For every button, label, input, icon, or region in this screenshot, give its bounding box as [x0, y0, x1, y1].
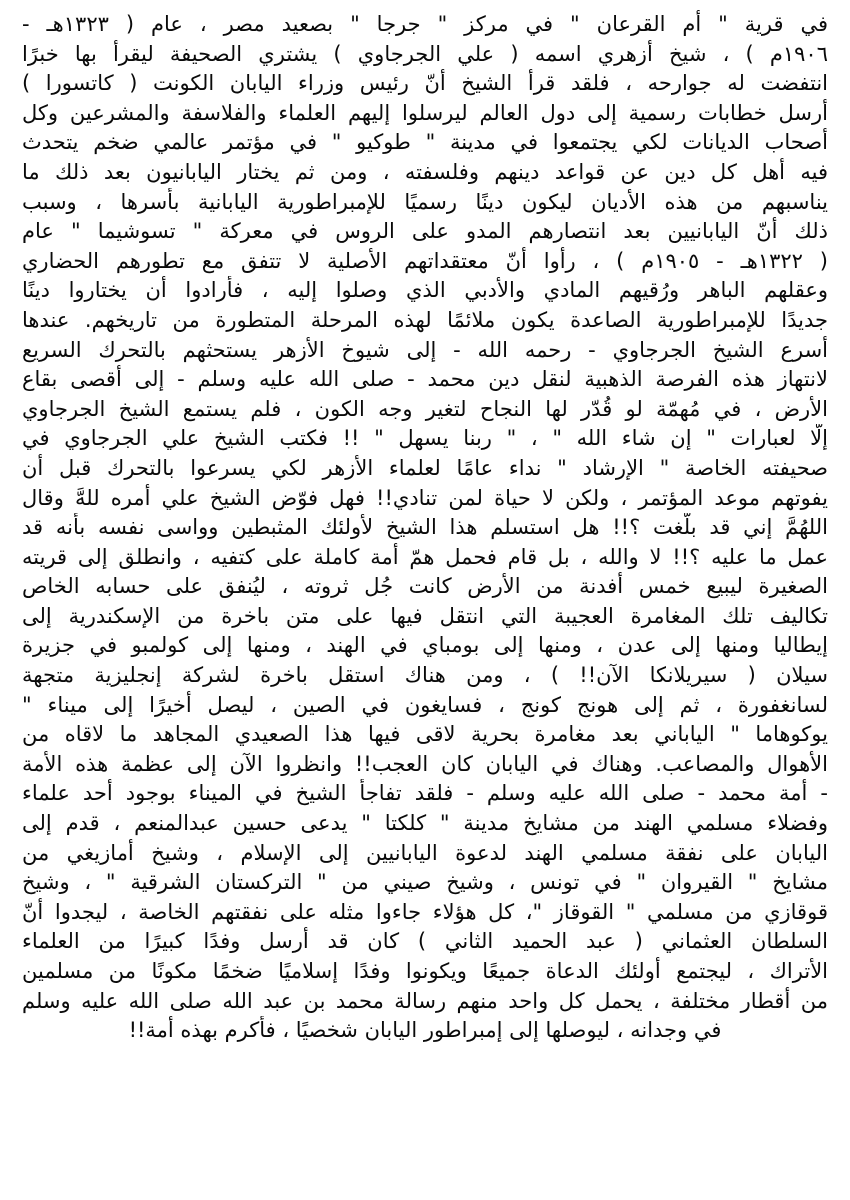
text-line: مشايخ " القيروان " في تونس ، وشيخ صيني من " التركستان الشرقية " ، وشيخ: [22, 870, 828, 895]
text-line: الصغيرة ليبيع خمس أفدنة من الأرض كانت جُل ثروته ، ليُنفق على حسابه الخاص: [22, 574, 828, 599]
article-body: [22, 10, 828, 1046]
text-line: الأتراك ، ليجتمع أولئك الدعاة جميعًا ويكونوا وفدًا إسلاميًا ضخمًا مكونًا من مسلمين: [22, 959, 828, 983]
text-line: تكاليف تلك المغامرة العجيبة التي انتقل فيها على متن باخرة من الإسكندرية إلى: [22, 603, 828, 628]
text-line: - أمة محمد - صلى الله عليه وسلم - فلقد تفاجأ الشيخ في الميناء بوجود أحد علماء: [22, 781, 828, 806]
text-line: الأرض ، في مُهمّة لو قُدّر لها النجاح لتغير وجه الكون ، فلم يستمع الشيخ الجرجاوي: [22, 396, 828, 421]
text-line: جديدًا للإمبراطورية الصاعدة يكون ملائمًا لهذه المرحلة المتطورة من تاريخهم. عندها: [22, 307, 828, 332]
text-line: عمل ما عليه ؟!! لا والله ، بل قام فحمل همّ أمة كاملة على كتفيه ، وانطلق إلى قريته: [22, 544, 828, 569]
text-line: في قرية " أم القرعان " في مركز " جرجا " بصعيد مصر ، عام ( ١٣٢٣هـ -: [22, 12, 828, 36]
text-line: اليابان على نفقة مسلمي الهند لدعوة اليابانيين إلى الإسلام ، وشيخ أمازيغي من: [22, 840, 828, 865]
text-line: وعقلهم الباهر ورُقيهم المادي والأدبي الذي وصلوا إليه ، فأرادوا أن يختاروا دينًا: [22, 278, 828, 303]
text-line: صحيفته الخاصة " الإرشاد " نداء عامًا لعلماء الأزهر لكي يسرعوا بالتحرك قبل أن: [22, 455, 828, 480]
text-line: ذلك أنّ اليابانيين بعد انتصارهم المدو على الروس في معركة " تسوشيما " عام: [22, 219, 828, 244]
text-line: يفوتهم موعد المؤتمر ، ولكن لا حياة لمن تنادي!! فهل فوّض الشيخ علي أمره للهَّ وقال: [22, 485, 828, 510]
text-line: وفضلاء مسلمي الهند من مشايخ مدينة " كلكتا " يدعى حسين عبدالمنعم ، قدم إلى: [22, 811, 828, 836]
text-line: لسانغفورة ، ثم إلى هونج كونج ، فسايغون في الصين ، ليصل أخيرًا إلى ميناء ": [22, 692, 828, 717]
text-line: من أقطار مختلفة ، يحمل كل واحد منهم رسالة محمد بن عبد الله صلى الله عليه وسلم: [22, 988, 828, 1013]
text-line: السلطان العثماني ( عبد الحميد الثاني ) كان قد أرسل وفدًا كبيرًا من العلماء: [22, 929, 828, 954]
text-line: قوقازي من مسلمي " القوقاز "، كل هؤلاء جاءوا مثله على نفقتهم الخاصة ، ليجدوا أنّ: [22, 899, 828, 924]
text-line: الأهوال والمصاعب. وهناك في اليابان كان العجب!! وانظروا الآن إلى عظمة هذه الأمة: [22, 751, 828, 776]
text-line: ( ١٣٢٢هـ - ١٩٠٥م ) ، رأوا أنّ معتقداتهم الأصلية لا تتفق مع تطورهم الحضاري: [22, 248, 828, 273]
text-line: انتفضت له جوارحه ، فلقد قرأ الشيخ أنّ رئيس وزراء اليابان الكونت ( كاتسورا ): [22, 71, 828, 96]
text-line: في وجدانه ، ليوصلها إلى إمبراطور اليابان شخصيًا ، فأكرم بهذه أمة!!: [128, 1018, 722, 1043]
text-line: أسرع الشيخ الجرجاوي - رحمه الله - إلى شيوخ الأزهر يستحثهم بالتحرك السريع: [22, 337, 828, 362]
text-line: إلّا لعبارات " إن شاء الله " ، " ربنا يسهل " !! فكتب الشيخ علي الجرجاوي في: [22, 426, 828, 451]
text-line: ١٩٠٦م ) ، شيخ أزهري اسمه ( علي الجرجاوي ) يشتري الصحيفة ليقرأ بها خبرًا: [22, 41, 828, 66]
text-line: اللهُمَّ إني قد بلّغت ؟!! هل استسلم هذا الشيخ لأولئك المثبطين وواسى نفسه بأنه قد: [22, 515, 828, 540]
text-line: فيه أهل كل دين عن قواعد دينهم وفلسفته ، ومن ثم يختار اليابانيون بعد ذلك ما: [22, 159, 828, 184]
text-line: سيلان ( سيريلانكا الآن!! ) ، ومن هناك استقل باخرة لشركة إنجليزية متجهة: [22, 663, 828, 688]
text-line: إيطاليا ومنها إلى عدن ، ومنها إلى بومباي في الهند ، ومنها إلى كولمبو في جزيرة: [22, 633, 828, 658]
text-line: يناسبهم من هذه الأديان ليكون دينًا رسميًا للإمبراطورية اليابانية بأسرها ، وسبب: [22, 189, 828, 214]
text-line: لانتهاز هذه الفرصة الذهبية لنقل دين محمد - صلى الله عليه وسلم - إلى أقصى بقاع: [22, 367, 828, 392]
text-line: أصحاب الديانات لكي يجتمعوا في مدينة " طوكيو " في مؤتمر عالمي ضخم يتحدث: [22, 130, 828, 155]
text-line: يوكوهاما " الياباني بعد مغامرة بحرية لاقى فيها هذا الصعيدي المجاهد ما لاقاه من: [22, 722, 828, 747]
text-line: أرسل خطابات رسمية إلى دول العالم ليرسلوا إليهم العلماء والفلاسفة والمشرعين وكل: [22, 100, 828, 125]
